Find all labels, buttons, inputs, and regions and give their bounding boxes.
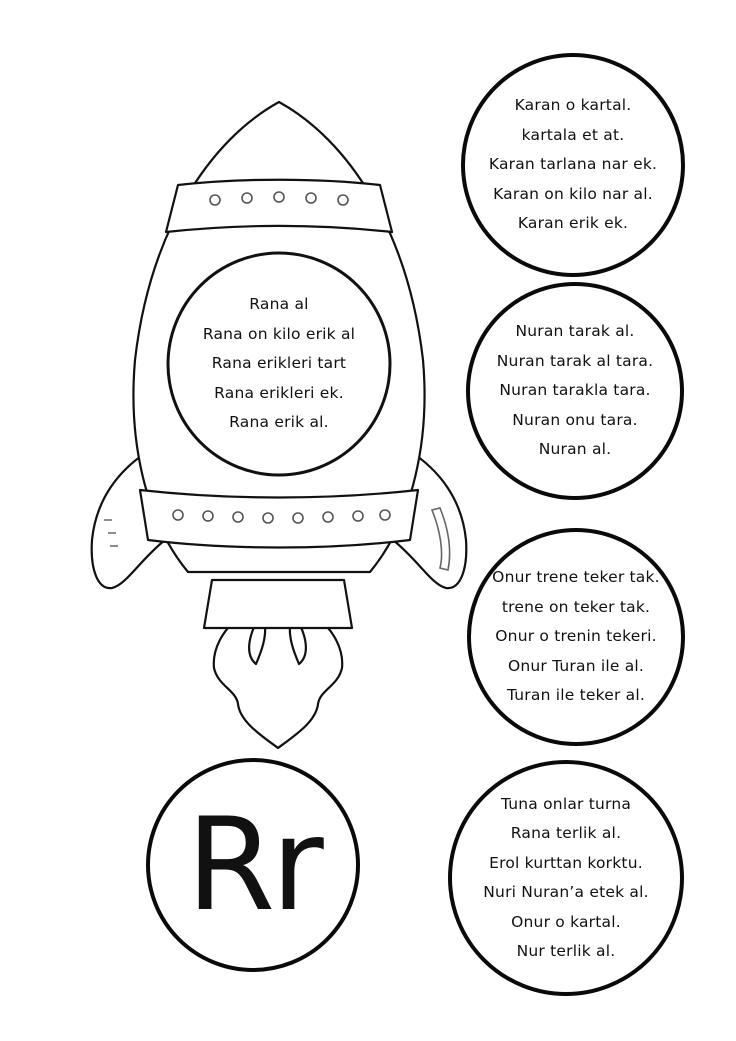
circle-2-line-5: Nuran al. — [538, 440, 612, 459]
circle-4-line-6: Nur terlik al. — [516, 942, 616, 960]
rocket-line-4: Rana erikleri ek. — [214, 383, 344, 402]
circle-1-line-4: Karan on kilo nar al. — [493, 184, 653, 203]
sentence-circle-3-text — [467, 528, 685, 746]
sentence-circle-1-text — [461, 53, 685, 277]
rocket-line-3: Rana erikleri tart — [211, 354, 347, 373]
circle-2-line-4: Nuran onu tara. — [512, 410, 638, 429]
circle-3-line-1: Onur trene teker tak. — [492, 568, 660, 587]
circle-1-line-2: kartala et at. — [521, 125, 625, 144]
sentence-circle-4-text — [448, 760, 684, 996]
rocket-line-5: Rana erik al. — [229, 413, 329, 432]
circle-3-line-3: Onur o trenin tekeri. — [495, 627, 657, 646]
circle-1-line-1: Karan o kartal. — [514, 96, 632, 115]
circle-2-line-2: Nuran tarak al tara. — [496, 351, 654, 370]
circle-3-line-2: trene on teker tak. — [501, 597, 651, 616]
circle-4-line-3: Erol kurttan korktu. — [489, 853, 643, 872]
letter-rr: Rr — [186, 790, 320, 940]
rocket-upper-band — [166, 180, 392, 232]
circle-1-line-3: Karan tarlana nar ek. — [488, 155, 658, 174]
circle-1-line-5: Karan erik ek. — [517, 214, 629, 233]
rocket-line-2: Rana on kilo erik al — [202, 324, 356, 343]
circle-2-line-1: Nuran tarak al. — [515, 322, 635, 341]
rocket-nozzle — [204, 580, 352, 628]
circle-3-line-5: Turan ile teker al. — [506, 686, 646, 705]
circle-4-line-2: Rana terlik al. — [510, 824, 622, 842]
circle-2-line-3: Nuran tarakla tara. — [499, 381, 651, 400]
circle-4-line-4: Nuri Nuran’a etek al. — [483, 883, 649, 901]
circle-4-line-5: Onur o kartal. — [511, 912, 621, 931]
rocket-window-text — [180, 266, 378, 462]
circle-4-line-1: Tuna onlar turna — [500, 794, 632, 813]
sentence-circle-2-text — [466, 282, 684, 500]
rocket-line-1: Rana al — [249, 295, 309, 314]
circle-3-line-4: Onur Turan ile al. — [507, 656, 645, 675]
rocket-flame — [214, 620, 342, 748]
